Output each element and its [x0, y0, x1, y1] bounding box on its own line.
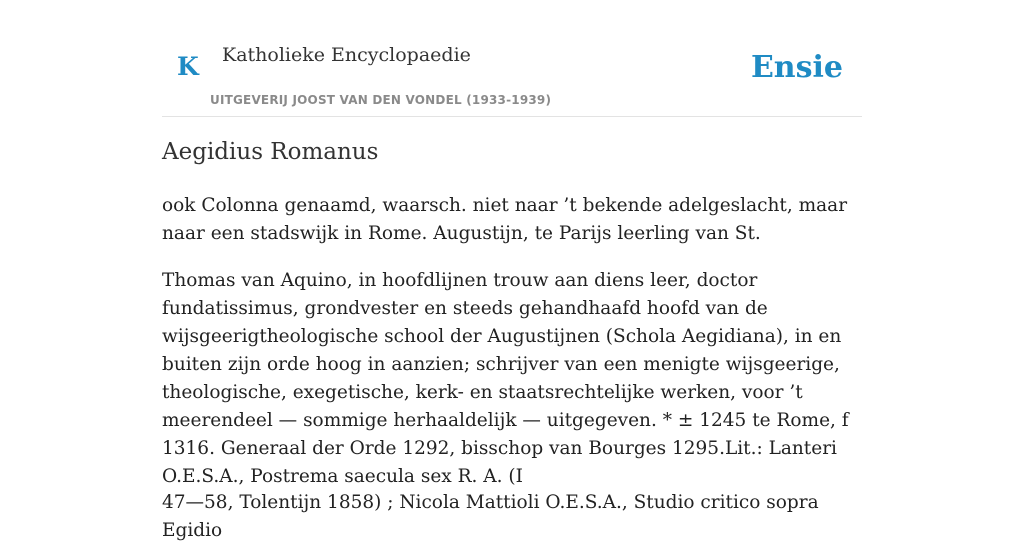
article-paragraph: Thomas van Aquino, in hoofdlijnen trouw aan diens leer, doctor fundatissimus, grondvester en steeds gehandhaafd hoofd van de wijsgeerigtheologische school der Augustijnen (Schola Aegidiana), in en buiten zijn orde hoog in aanzien; schrijver van een menigte wijsgeerige, theologische, exegetische, kerk- en staatsrechtelijke werken, voor ’t meerendeel — sommige herhaaldelijk — uitgegeven. * ± 1245 te Rome, f 1316. Generaal der Orde 1292, bisschop van Bourges 1295.Lit.: Lanteri O.E.S.A., Postrema saecula sex R. A. (I	[162, 270, 849, 487]
article-title: Aegidius Romanus	[162, 139, 379, 165]
site-title-link[interactable]: Katholieke Encyclopaedie	[222, 44, 471, 66]
site-header	[162, 0, 862, 117]
publisher-subtitle: UITGEVERIJ JOOST VAN DEN VONDEL (1933-1939)	[210, 93, 552, 107]
ensie-brand-logo[interactable]: Ensie	[750, 50, 843, 85]
site-logo[interactable]: K	[177, 52, 199, 81]
article-paragraph: 47—58, Tolentijn 1858) ; Nicola Mattioli O.E.S.A., Studio critico sopra Egidio	[162, 492, 819, 541]
article-paragraph: ook Colonna genaamd, waarsch. niet naar ’t bekende adelgeslacht, maar naar een stadswijk in Rome. Augustijn, te Parijs leerling van St.	[162, 195, 848, 244]
page-container	[162, 0, 862, 541]
